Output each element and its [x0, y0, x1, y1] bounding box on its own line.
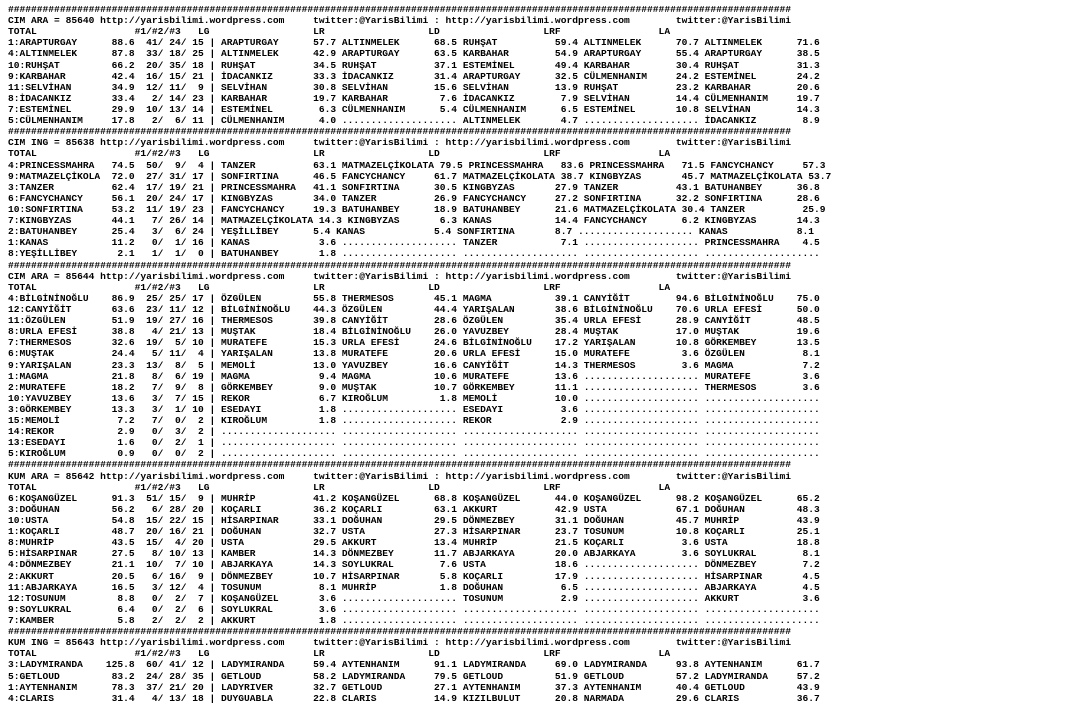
text-line: 9:SOYLUKRAL 6.4 0/ 2/ 6 | SOYLUKRAL 3.6 .................... .................... .................... ....................: [8, 603, 820, 615]
text-line: 13:ESEDAYI 1.6 0/ 2/ 1 | .................... .................... .................... .................... ....................: [8, 437, 820, 449]
text-line: 10:USTA 54.8 15/ 22/ 15 | HİSARPINAR 33.1 DOĞUHAN 29.5 DÖNMEZBEY 31.1 DOĞUHAN 45.7 MUHRİP 43.9: [8, 515, 820, 527]
text-line: 7:THERMESOS 32.6 19/ 5/ 10 | MURATEFE 15.3 URLA EFESİ 24.6 BİLGİNİNOĞLU 17.2 YARIŞALAN 10.8 GÖRKEMBEY 13.5: [8, 337, 820, 349]
text-line: 9:YARIŞALAN 23.3 13/ 8/ 5 | MEMOLİ 13.0 YAVUZBEY 16.6 CANYİĞİT 14.3 THERMESOS 3.6 MAGMA 7.2: [8, 359, 820, 371]
text-line: 12:CANYİĞİT 63.6 23/ 11/ 12 | BİLGİNİNOĞLU 44.3 ÖZGÜLEN 44.4 YARIŞALAN 38.6 BİLGİNİNOĞLU 70.6 URLA EFESİ 50.0: [8, 303, 820, 315]
text-line: 8:YEŞİLLİBEY 2.1 1/ 1/ 0 | BATUHANBEY 1.8 .................... .................... .................... ....................: [8, 248, 820, 260]
text-line: 1:KOÇARLI 48.7 20/ 16/ 21 | DOĞUHAN 32.7 USTA 27.3 HİSARPINAR 23.7 TOSUNUM 10.8 KOÇARLI 25.1: [8, 526, 820, 538]
text-line: TOTAL #1/#2/#3 LG LR LD LRF LA: [8, 148, 671, 160]
text-line: TOTAL #1/#2/#3 LG LR LD LRF LA: [8, 648, 671, 660]
text-line: 8:URLA EFESİ 38.8 4/ 21/ 13 | MUŞTAK 18.4 BİLGİNİNOĞLU 26.0 YAVUZBEY 28.4 MUŞTAK 17.0 MUŞTAK 19.6: [8, 326, 820, 338]
text-line: 6:KOŞANGÜZEL 91.3 51/ 15/ 9 | MUHRİP 41.2 KOŞANGÜZEL 68.8 KOŞANGÜZEL 44.0 KOŞANGÜZEL 98.2 KOŞANGÜZEL 65.2: [8, 492, 820, 504]
text-line: 5:HİSARPINAR 27.5 8/ 10/ 13 | KAMBER 14.3 DÖNMEZBEY 11.7 ABJARKAYA 20.0 ABJARKAYA 3.6 SOYLUKRAL 8.1: [8, 548, 820, 560]
text-line: KUM ARA = 85642 http://yarisbilimi.wordpress.com twitter:@YarisBilimi : http://yarisbilimi.wordpress.com twitter:@YarisBilimi: [8, 470, 791, 482]
text-line: 6:FANCYCHANCY 56.1 20/ 24/ 17 | KINGBYZAS 34.0 TANZER 26.9 FANCYCHANCY 27.2 SONFIRTINA 32.2 SONFIRTINA 28.6: [8, 192, 820, 204]
text-line: 5:GETLOUD 83.2 24/ 28/ 35 | GETLOUD 58.2 LADYMIRANDA 79.5 GETLOUD 51.9 GETLOUD 57.2 LADYMIRANDA 57.2: [8, 670, 820, 682]
race-stats-sheet: [8, 4, 1074, 710]
text-line: 10:SONFIRTINA 53.2 11/ 19/ 23 | FANCYCHANCY 19.3 BATUHANBEY 18.9 BATUHANBEY 21.6 MATMAZELÇİKOLATA 30.4 TANZER 25.9: [8, 203, 826, 215]
text-line: ########################################################################################################################################: [8, 626, 791, 638]
text-line: ########################################################################################################################################: [8, 126, 791, 138]
text-line: 11:SELVİHAN 34.9 12/ 11/ 9 | SELVİHAN 30.8 SELVİHAN 15.6 SELVİHAN 13.9 RUHŞAT 23.2 KARBAHAR 20.6: [8, 81, 820, 93]
text-line: 3:TANZER 62.4 17/ 19/ 21 | PRINCESSMAHRA 41.1 SONFIRTINA 30.5 KINGBYZAS 27.9 TANZER 43.1 BATUHANBEY 36.8: [8, 181, 820, 193]
text-line: TOTAL #1/#2/#3 LG LR LD LRF LA: [8, 481, 671, 493]
text-line: 2:AKKURT 20.5 6/ 16/ 9 | DÖNMEZBEY 10.7 HİSARPINAR 5.8 KOÇARLI 17.9 .................... HİSARPINAR 4.5: [8, 570, 820, 582]
text-line: 1:AYTENHANIM 78.3 37/ 21/ 20 | LADYRIVER 32.7 GETLOUD 27.1 AYTENHANIM 37.3 AYTENHANIM 40.4 GETLOUD 43.9: [8, 681, 820, 693]
text-line: 11:ABJARKAYA 16.5 3/ 12/ 4 | TOSUNUM 8.1 MUHRİP 1.8 DOĞUHAN 6.5 .................... ABJARKAYA 4.5: [8, 581, 820, 593]
text-line: 7:KINGBYZAS 44.1 7/ 26/ 14 | MATMAZELÇİKOLATA 14.3 KINGBYZAS 6.3 KANAS 14.4 FANCYCHANCY 6.2 KINGBYZAS 14.3: [8, 215, 820, 227]
text-line: 14:REKOR 2.9 0/ 3/ 2 | .................... .................... .................... .................... ....................: [8, 426, 820, 438]
text-line: TOTAL #1/#2/#3 LG LR LD LRF LA: [8, 281, 671, 293]
text-line: 8:MUHRİP 43.5 15/ 4/ 20 | USTA 29.5 AKKURT 13.4 MUHRİP 21.5 KOÇARLI 3.6 USTA 18.8: [8, 537, 820, 549]
text-line: CIM ARA = 85640 http://yarisbilimi.wordpress.com twitter:@YarisBilimi : http://yarisbilimi.wordpress.com twitter:@YarisBilimi: [8, 15, 791, 27]
text-line: ########################################################################################################################################: [8, 459, 791, 471]
text-line: 10:RUHŞAT 66.2 20/ 35/ 18 | RUHŞAT 34.5 RUHŞAT 37.1 ESTEMİNEL 49.4 KARBAHAR 30.4 RUHŞAT 31.3: [8, 59, 820, 71]
text-line: 3:GÖRKEMBEY 13.3 3/ 1/ 10 | ESEDAYI 1.8 .................... ESEDAYI 3.6 .................... ....................: [8, 403, 820, 415]
text-line: 6:MUŞTAK 24.4 5/ 11/ 4 | YARIŞALAN 13.8 MURATEFE 20.6 URLA EFESİ 15.0 MURATEFE 3.6 ÖZGÜLEN 8.1: [8, 348, 820, 360]
text-line: 15:MEMOLİ 7.2 7/ 0/ 2 | KIROĞLUM 1.8 .................... REKOR 2.9 .................... ....................: [8, 415, 820, 427]
text-line: 8:İDACANKIZ 33.4 2/ 14/ 23 | KARBAHAR 19.7 KARBAHAR 7.6 İDACANKIZ 7.9 SELVİHAN 14.4 CÜLMENHANIM 19.7: [8, 92, 820, 104]
text-line: 2:BATUHANBEY 25.4 3/ 6/ 24 | YEŞİLLİBEY 5.4 KANAS 5.4 SONFIRTINA 8.7 .................... KANAS 8.1: [8, 226, 815, 238]
text-line: KUM ING = 85643 http://yarisbilimi.wordpress.com twitter:@YarisBilimi : http://yarisbilimi.wordpress.com twitter:@YarisBilimi: [8, 637, 791, 649]
text-line: 7:ESTEMİNEL 29.9 10/ 13/ 14 | ESTEMİNEL 6.3 CÜLMENHANIM 5.4 CÜLMENHANIM 6.5 ESTEMİNEL 10.8 SELVİHAN 14.3: [8, 103, 820, 115]
text-line: CIM ARA = 85644 http://yarisbilimi.wordpress.com twitter:@YarisBilimi : http://yarisbilimi.wordpress.com twitter:@YarisBilimi: [8, 270, 791, 282]
text-line: 7:KAMBER 5.8 2/ 2/ 2 | AKKURT 1.8 .................... .................... .................... ....................: [8, 615, 820, 627]
text-line: ########################################################################################################################################: [8, 259, 791, 271]
text-line: 3:LADYMIRANDA 125.8 60/ 41/ 12 | LADYMIRANDA 59.4 AYTENHANIM 91.1 LADYMIRANDA 69.0 LADYMIRANDA 93.8 AYTENHANIM 61.7: [8, 659, 820, 671]
text-line: 9:KARBAHAR 42.4 16/ 15/ 21 | İDACANKIZ 33.3 İDACANKIZ 31.4 ARAPTURGAY 32.5 CÜLMENHANIM 24.2 ESTEMİNEL 24.2: [8, 70, 820, 82]
text-line: 5:CÜLMENHANIM 17.8 2/ 6/ 11 | CÜLMENHANIM 4.0 .................... ALTINMELEK 4.7 .................... İDACANKIZ 8.9: [8, 115, 820, 127]
text-line: 4:ALTINMELEK 87.8 33/ 18/ 25 | ALTINMELEK 42.9 ARAPTURGAY 63.5 KARBAHAR 54.9 ARAPTURGAY 55.4 ARAPTURGAY 38.5: [8, 48, 820, 60]
text-line: 4:PRINCESSMAHRA 74.5 50/ 9/ 4 | TANZER 63.1 MATMAZELÇİKOLATA 79.5 PRINCESSMAHRA 83.6 PRINCESSMAHRA 71.5 FANCYCHANCY 57.3: [8, 159, 826, 171]
text-line: 11:ÖZGÜLEN 51.9 19/ 27/ 16 | THERMESOS 39.8 CANYİĞİT 28.6 ÖZGÜLEN 35.4 URLA EFESİ 28.9 CANYİĞİT 48.5: [8, 315, 820, 327]
text-line: 2:MURATEFE 18.2 7/ 9/ 8 | GÖRKEMBEY 9.0 MUŞTAK 10.7 GÖRKEMBEY 11.1 .................... THERMESOS 3.6: [8, 381, 820, 393]
text-line: 4:BİLGİNİNOĞLU 86.9 25/ 25/ 17 | ÖZGÜLEN 55.8 THERMESOS 45.1 MAGMA 39.1 CANYİĞİT 94.6 BİLGİNİNOĞLU 75.0: [8, 292, 820, 304]
text-line: 4:CLARIS 31.4 4/ 13/ 18 | DUYGUABLA 22.8 CLARIS 14.9 KIZILBULUT 20.8 NARMADA 29.6 CLARIS 36.7: [8, 692, 820, 704]
text-line: ########################################################################################################################################: [8, 4, 791, 15]
text-line: CIM ING = 85638 http://yarisbilimi.wordpress.com twitter:@YarisBilimi : http://yarisbilimi.wordpress.com twitter:@YarisBilimi: [8, 137, 791, 149]
text-line: 5:KIROĞLUM 0.9 0/ 0/ 2 | .................... .................... .................... .................... ....................: [8, 448, 820, 460]
text-line: 3:DOĞUHAN 56.2 6/ 28/ 20 | KOÇARLI 36.2 KOÇARLI 63.1 AKKURT 42.9 USTA 67.1 DOĞUHAN 48.3: [8, 503, 820, 515]
text-line: 9:MATMAZELÇİKOLA 72.0 27/ 31/ 17 | SONFIRTINA 46.5 FANCYCHANCY 61.7 MATMAZELÇİKOLATA 38.7 KINGBYZAS 45.7 MATMAZELÇİKOLATA 53.7: [8, 170, 832, 182]
text-line: 12:TOSUNUM 8.8 0/ 2/ 7 | KOŞANGÜZEL 3.6 .................... TOSUNUM 2.9 .................... AKKURT 3.6: [8, 592, 820, 604]
text-line: 1:ARAPTURGAY 88.6 41/ 24/ 15 | ARAPTURGAY 57.7 ALTINMELEK 68.5 RUHŞAT 59.4 ALTINMELEK 70.7 ALTINMELEK 71.6: [8, 37, 820, 49]
text-line: TOTAL #1/#2/#3 LG LR LD LRF LA: [8, 26, 671, 38]
text-line: 4:DÖNMEZBEY 21.1 10/ 7/ 10 | ABJARKAYA 14.3 SOYLUKRAL 7.6 USTA 18.6 .................... DÖNMEZBEY 7.2: [8, 559, 820, 571]
text-line: 10:YAVUZBEY 13.6 3/ 7/ 15 | REKOR 6.7 KIROĞLUM 1.8 MEMOLİ 10.0 .................... ....................: [8, 392, 820, 404]
text-line: 1:MAGMA 21.8 8/ 6/ 19 | MAGMA 9.4 MAGMA 10.6 MURATEFE 13.6 .................... MURATEFE 3.6: [8, 370, 820, 382]
text-line: 1:KANAS 11.2 0/ 1/ 16 | KANAS 3.6 .................... TANZER 7.1 .................... PRINCESSMAHRA 4.5: [8, 237, 820, 249]
